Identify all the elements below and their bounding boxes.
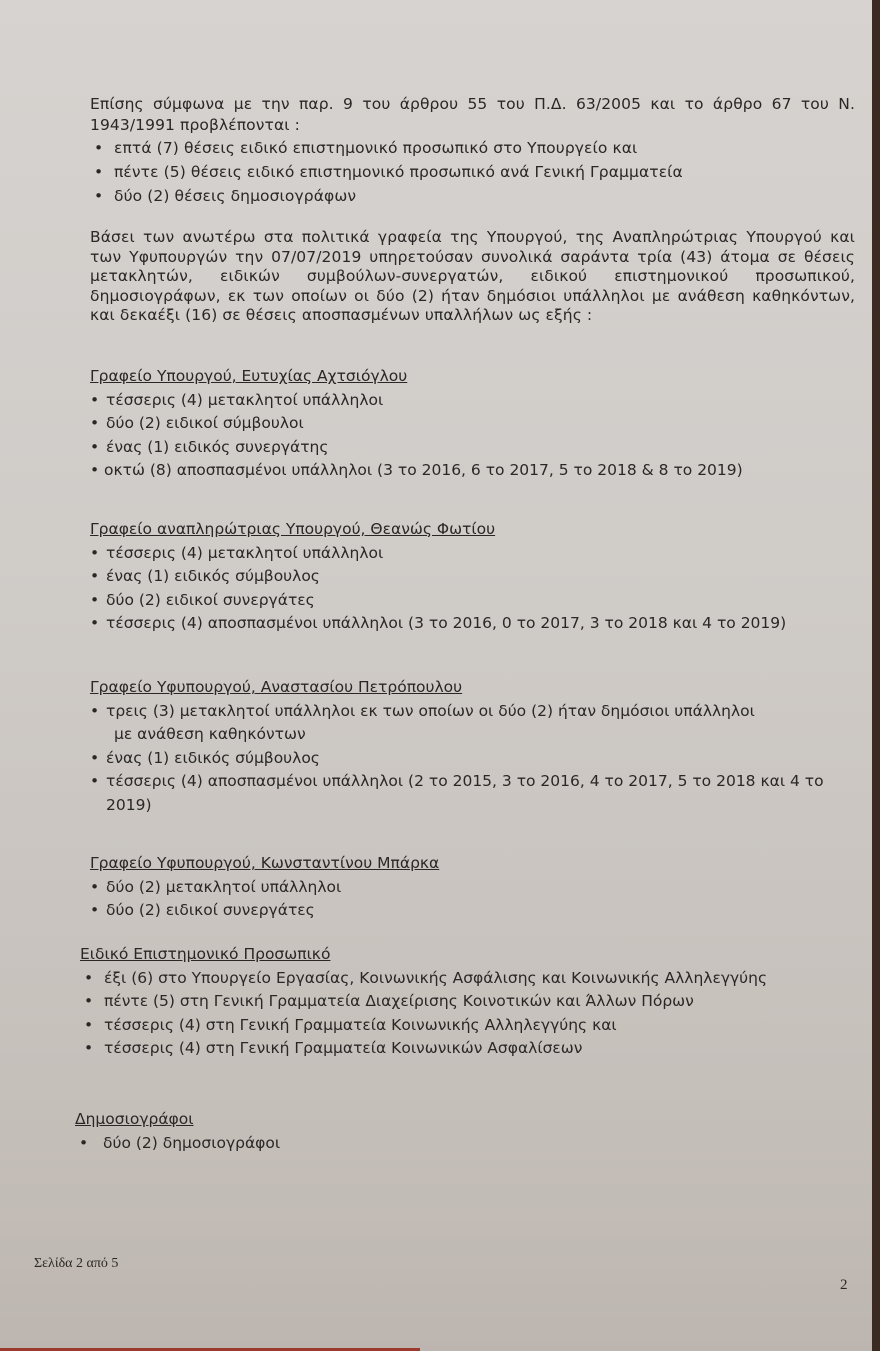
section-list xyxy=(90,542,865,636)
list-item: • τρεις (3) μετακλητοί υπάλληλοι εκ των οποίων οι δύο (2) ήταν δημόσιοι υπάλληλοι xyxy=(90,700,865,724)
section-minister-office xyxy=(90,365,865,483)
intro-block xyxy=(90,94,855,208)
list-item: • ένας (1) ειδικός σύμβουλος xyxy=(90,747,865,771)
section-heading: Δημοσιογράφοι xyxy=(75,1110,194,1128)
list-item: • έξι (6) στο Υπουργείο Εργασίας, Κοινωνικής Ασφάλισης και Κοινωνικής Αλληλεγγύης xyxy=(80,967,870,991)
section-deputy-minister-office xyxy=(90,518,865,636)
list-item: • δύο (2) δημοσιογράφοι xyxy=(75,1132,850,1156)
list-item: • δύο (2) ειδικοί σύμβουλοι xyxy=(90,412,865,436)
section-heading: Γραφείο Υφυπουργού, Αναστασίου Πετρόπουλου xyxy=(90,678,463,696)
list-item: • επτά (7) θέσεις ειδικό επιστημονικό προσωπικό στο Υπουργείο και xyxy=(90,136,855,160)
page-edge-shadow xyxy=(872,0,880,1351)
list-item: • τέσσερις (4) στη Γενική Γραμματεία Κοινωνικών Ασφαλίσεων xyxy=(80,1037,870,1061)
section-heading: Γραφείο αναπληρώτριας Υπουργού, Θεανώς Φωτίου xyxy=(90,520,496,538)
list-item: • δύο (2) θέσεις δημοσιογράφων xyxy=(90,184,855,208)
list-item: • δύο (2) ειδικοί συνεργάτες xyxy=(90,899,865,923)
section-list xyxy=(75,1132,850,1156)
list-item: • ένας (1) ειδικός συνεργάτης xyxy=(90,436,865,460)
section-list xyxy=(80,967,870,1061)
section-list xyxy=(90,876,865,923)
list-item: • τέσσερις (4) αποσπασμένοι υπάλληλοι (3 το 2016, 0 το 2017, 3 το 2018 και 4 το 2019) xyxy=(90,612,865,636)
section-list xyxy=(90,747,865,818)
list-item-continuation: με ανάθεση καθηκόντων xyxy=(114,725,306,743)
list-item: • τέσσερις (4) στη Γενική Γραμματεία Κοινωνικής Αλληλεγγύης και xyxy=(80,1014,870,1038)
summary-paragraph: Βάσει των ανωτέρω στα πολιτικά γραφεία της Υπουργού, της Αναπληρώτριας Υπουργού και των Υφυπουργών την 07/07/2019 υπηρετούσαν συνολικά σαράντα τρία (43) άτομα σε θέσεις μετακλητών, ειδικών συμβούλων-συνεργατών, ειδικού επιστημονικού προσωπικού, δημοσιογράφων, εκ των οποίων οι δύο (2) ήταν δημόσιοι υπάλληλοι με ανάθεση καθηκόντων, και δεκαέξι (16) σε θέσεις αποσπασμένων υπαλλήλων ως εξής : xyxy=(90,228,855,324)
section-list xyxy=(90,700,865,724)
list-item: • τέσσερις (4) αποσπασμένοι υπάλληλοι (2 το 2015, 3 το 2016, 4 το 2017, 5 το 2018 και 4 το 2019) xyxy=(90,770,865,817)
list-item: • τέσσερις (4) μετακλητοί υπάλληλοι xyxy=(90,389,865,413)
list-item: • δύο (2) ειδικοί συνεργάτες xyxy=(90,589,865,613)
section-petropoulos-office xyxy=(90,676,865,817)
section-heading: Γραφείο Υπουργού, Ευτυχίας Αχτσιόγλου xyxy=(90,367,408,385)
list-item: • πέντε (5) θέσεις ειδικό επιστημονικό προσωπικό ανά Γενική Γραμματεία xyxy=(90,160,855,184)
list-item: • δύο (2) μετακλητοί υπάλληλοι xyxy=(90,876,865,900)
page-number: 2 xyxy=(840,1277,848,1293)
intro-paragraph: Επίσης σύμφωνα με την παρ. 9 του άρθρου 55 του Π.Δ. 63/2005 και το άρθρο 67 του Ν. 1943/1991 προβλέπονται : xyxy=(90,95,855,134)
section-journalists xyxy=(75,1108,850,1155)
section-list xyxy=(90,389,865,483)
list-item: • τέσσερις (4) μετακλητοί υπάλληλοι xyxy=(90,542,865,566)
section-scientific-staff xyxy=(80,943,870,1061)
section-barkas-office xyxy=(90,852,865,923)
section-heading: Γραφείο Υφυπουργού, Κωνσταντίνου Μπάρκα xyxy=(90,854,440,872)
section-heading: Ειδικό Επιστημονικό Προσωπικό xyxy=(80,945,331,963)
list-item: • πέντε (5) στη Γενική Γραμματεία Διαχείρισης Κοινοτικών και Άλλων Πόρων xyxy=(80,990,870,1014)
list-item: • οκτώ (8) αποσπασμένοι υπάλληλοι (3 το 2016, 6 το 2017, 5 το 2018 & 8 το 2019) xyxy=(90,459,865,483)
intro-list xyxy=(90,136,855,208)
page-count-label: Σελίδα 2 από 5 xyxy=(34,1256,119,1271)
list-item: • ένας (1) ειδικός σύμβουλος xyxy=(90,565,865,589)
